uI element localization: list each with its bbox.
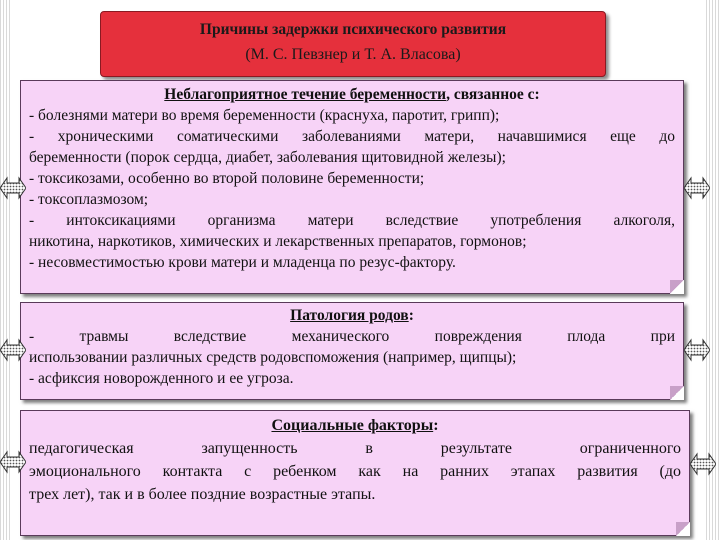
panel-heading — [29, 305, 675, 326]
page-fold-corner — [670, 386, 684, 400]
title-box — [100, 11, 606, 77]
panel-heading-suffix: : — [408, 307, 414, 324]
panel-heading-suffix: , связанное с: — [446, 86, 540, 103]
list-item: - хроническими соматическими заболеваниями матери, начавшимися еще до — [29, 128, 675, 145]
double-arrow-icon — [684, 338, 710, 362]
list-item: - несовместимостью крови матери и младенца по резус-фактору. — [29, 254, 456, 271]
list-item: беременности (порок сердца, диабет, заболевания щитовидной железы); — [29, 149, 506, 166]
list-item: - травмы вследствие механического повреждения плода при — [29, 328, 675, 345]
list-item: никотина, наркотиков, химических и лекарственных препаратов, гормонов; — [29, 233, 527, 250]
double-arrow-icon — [684, 176, 710, 200]
list-item: - асфиксия новорожденного и ее угроза. — [29, 370, 294, 387]
page-fold-corner — [676, 522, 690, 536]
title-main: Причины задержки психического развития — [199, 21, 507, 38]
panel-heading — [29, 414, 681, 437]
list-item: педагогическая запущенность в результате ограниченного — [29, 440, 681, 457]
panel-social-factors — [20, 410, 690, 536]
double-arrow-icon — [0, 338, 26, 362]
double-arrow-icon — [690, 452, 716, 476]
title-authors: (М. С. Певзнер и Т. А. Власова) — [245, 46, 461, 63]
double-arrow-icon — [0, 450, 26, 474]
list-item: трех лет), так и в более поздние возрастные этапы. — [29, 486, 376, 503]
panel-pregnancy — [20, 80, 684, 294]
panel-heading-title: Социальные факторы — [271, 417, 434, 434]
list-item: - интоксикациями организма матери вследствие употребления алкоголя, — [29, 212, 675, 229]
panel-birth-pathology — [20, 302, 684, 400]
panel-heading-title: Неблагоприятное течение беременности — [164, 86, 447, 103]
list-item: - болезнями матери во время беременности (краснуха, паротит, грипп); — [29, 107, 500, 124]
panel-heading — [29, 84, 675, 105]
list-item: эмоционального контакта с ребенком как на ранних этапах развития (до — [29, 463, 681, 480]
list-item: - токсоплазмозом; — [29, 191, 149, 208]
panel-heading-title: Патология родов — [290, 307, 409, 324]
panel-heading-suffix: : — [433, 417, 439, 434]
page-fold-corner — [670, 280, 684, 294]
list-item: - токсикозами, особенно во второй половине беременности; — [29, 170, 425, 187]
list-item: использовании различных средств родовспоможения (например, щипцы); — [29, 349, 517, 366]
double-arrow-icon — [0, 176, 26, 200]
